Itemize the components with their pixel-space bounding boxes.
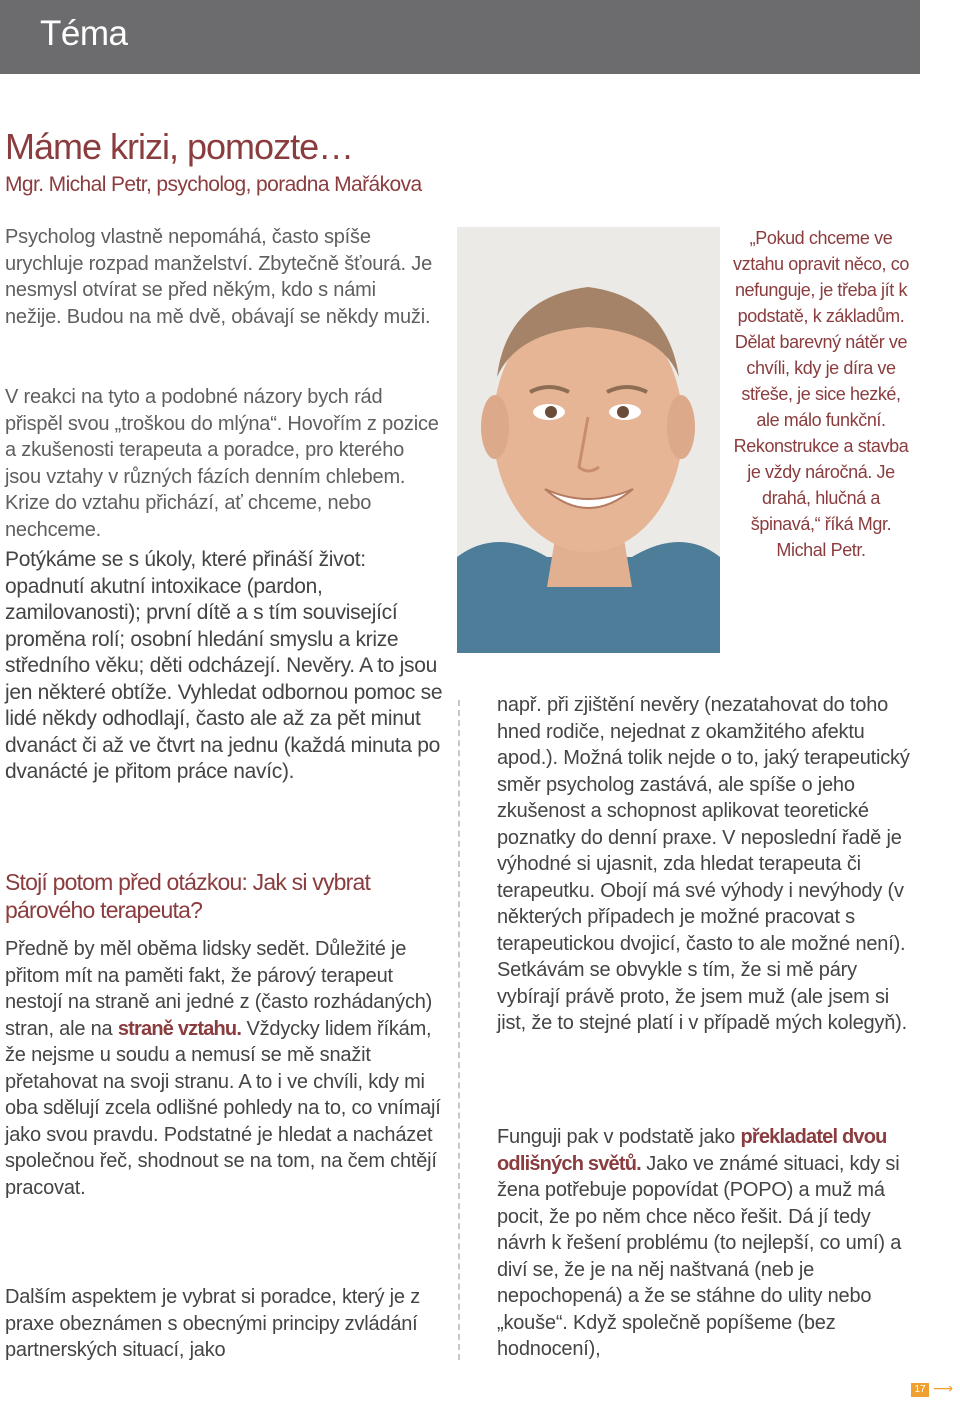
page-number-badge: 17 [911,1383,929,1397]
article-lead: Psycholog vlastně nepomáhá, často spíše urychluje rozpad manželství. Zbytečně šťourá. Je nesmysl otvírat se před někým, kdo s námi nežije. Budou na mě dvě, obávají se někdy muži. [5,226,432,328]
section-header [0,0,920,74]
article-right-column-1: např. při zjištění nevěry (nezatahovat do toho hned rodiče, nejednat z okamžitého afektu apod.). Možná tolik nejde o to, jaký terapeutický směr psycholog zastává, ale spíše o jeho zkušenost a schopnost aplikovat teoretické poznatky do denní praxe. V neposlední řadě je výhodné si ujasnit, zda hledat terapeuta či terapeutku. Obojí má své výhody i nevýhody (v některých případech je možné pracovat s terapeutickou dvojicí, často to ale možné není). Setkávám se obvykle s tím, že si mě páry vybírají právě proto, že jsem muž (ale jsem si jist, že to stejné platí i v případě mých kolegyň). [497,694,910,1034]
column-divider [458,700,460,1360]
pull-quote: „Pokud chceme ve vztahu opravit něco, co nefunguje, je třeba jít k podstatě, k základům. Dělat barevný nátěr ve chvíli, kdy je díra ve střeše, je sice hezké, ale málo funkční. Rekonstrukce a stavba je vždy náročná. Je drahá, hlučná a špinavá,“ říká Mgr. Michal Petr. [733,228,909,560]
section2-text: Předně by měl oběma lidsky sedět. Důležité je přitom mít na paměti fakt, že párový terapeut nestojí na straně ani jedné z (často rozhádaných) stran, ale na [5,938,433,1040]
right-col-2-strong: překladatel dvou odlišných světů. [497,1126,887,1175]
arrow-right-icon: ⟶ [933,1380,954,1396]
author-photo [457,227,720,653]
right-col-2-text-after: Jako ve známé situaci, kdy si žena potřebuje popovídat (POPO) a muž má pocit, že po něm chce něco řešit. Dá jí tedy návrh k řešení problému (to nejlepší, co umí) a diví se, že je na něj naštvaná (neb je nepochopená) a že se stáhne do ulity nebo „kouše“. Když společně popíšeme (bez hodnocení), [497,1152,902,1360]
right-col-2-text: Funguji pak v podstatě jako [497,1126,741,1148]
author-portrait-illustration [457,227,720,653]
section-title: Téma [40,14,128,53]
article-section-3: Dalším aspektem je vybrat si poradce, který je z praxe obeznámen s obecnými principy zvládání partnerských situací, jako [5,1286,420,1361]
article-section-2 [5,936,445,1201]
section2-strong: straně vztahu. [117,1017,242,1040]
section2-text-after: Vždycky lidem říkám, že nejsme u soudu a nemusí se mě snažit přetahovat na svoji stranu. A to i ve chvíli, kdy mi oba sdělují zcela odlišné pohledy na to, co vnímají jako svou pravdu. Podstatné je hledat a nacházet společnou řeč, shodnout se na tom, na čem chtějí pracovat. [5,1017,441,1199]
article-body-main: Potýkáme se s úkoly, které přináší život: opadnutí akutní intoxikace (pardon, zamilovanosti); první dítě a s tím související proměna rolí; osobní hledání smyslu a krize středního věku; děti odcházejí. Nevěry. A to jsou jen některé obtíže. Vyhledat odbornou pomoc se lidé někdy odhodlají, často ale až za pět minut dvanáct či až ve čtvrt na jednu (každá minuta po dvanácté je přitom práce navíc). [5,548,443,783]
article-byline: Mgr. Michal Petr, psycholog, poradna Mařákova [5,173,422,196]
article-subheading: Stojí potom před otázkou: Jak si vybrat párového terapeuta? [5,869,371,923]
article-intro: V reakci na tyto a podobné názory bych rád přispěl svou „troškou do mlýna“. Hovořím z pozice a zkušenosti terapeuta a poradce, pro kterého jsou vztahy v různých fázích denním chlebem. Krize do vztahu přichází, ať chceme, nebo nechceme. [5,386,439,541]
article-right-column-2 [497,1124,922,1363]
article-title: Máme krizi, pomozte… [5,126,354,167]
